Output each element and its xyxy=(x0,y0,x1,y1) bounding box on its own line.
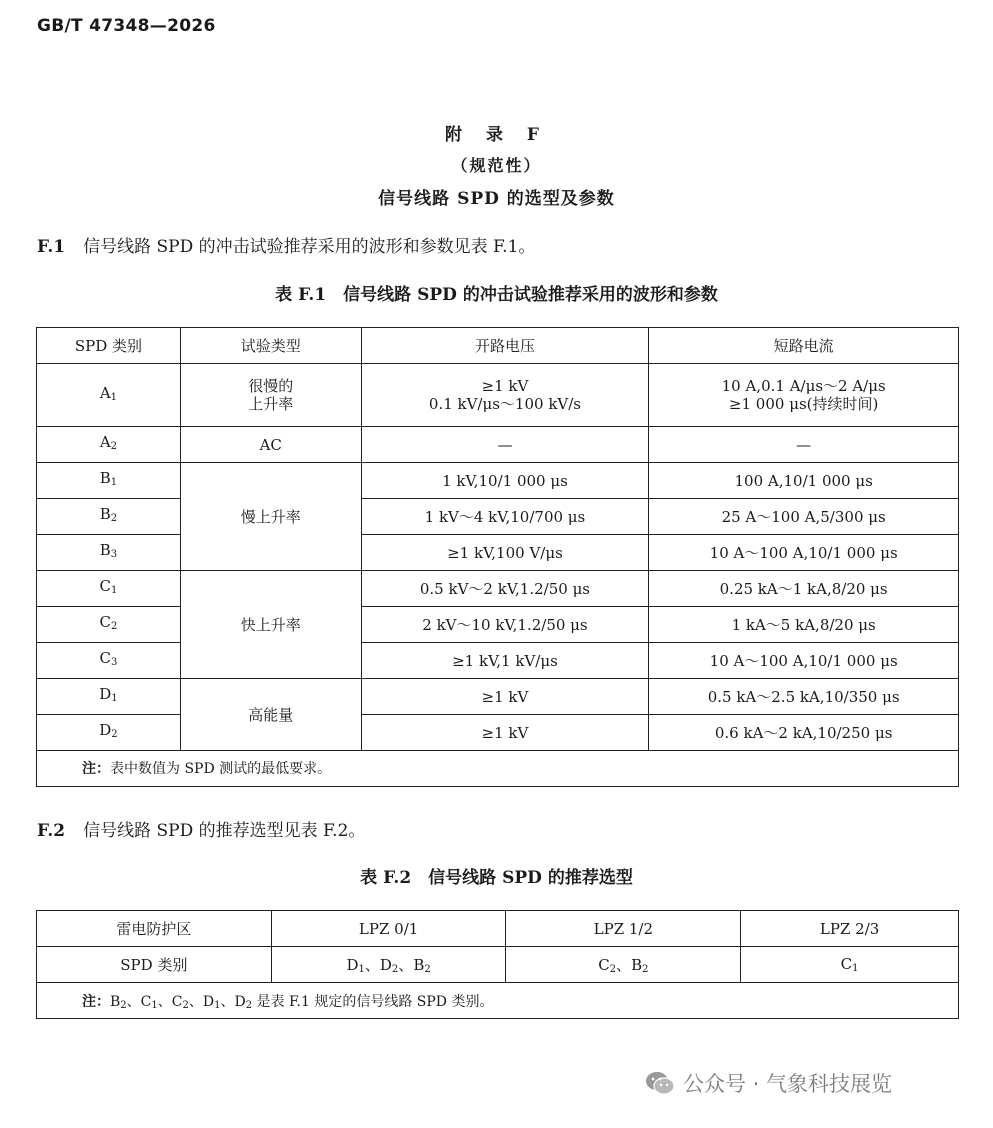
open-voltage-cell xyxy=(361,499,649,535)
current-text: 25 A～100 A,5/300 μs xyxy=(721,507,886,526)
separator: 、 xyxy=(398,956,414,974)
category-subscript: 2 xyxy=(110,441,118,452)
test-type-cell xyxy=(180,427,361,463)
table-note xyxy=(37,751,959,787)
appendix-subject: 信号线路 SPD 的选型及参数 xyxy=(378,189,615,209)
open-voltage-cell xyxy=(361,427,649,463)
column-header: 开路电压 xyxy=(361,328,649,364)
watermark-text: 公众号 · 气象科技展览 xyxy=(683,1072,893,1096)
table-row xyxy=(37,715,959,751)
short-current-cell xyxy=(649,364,959,427)
table-header-row xyxy=(37,328,959,364)
table2-caption: 表 F.2 信号线路 SPD 的推荐选型 xyxy=(360,868,633,888)
separator: 、 xyxy=(126,993,141,1010)
short-current-cell xyxy=(649,571,959,607)
column-header: SPD 类别 xyxy=(37,328,181,364)
category-subscript: 1 xyxy=(110,585,118,596)
open-voltage-cell xyxy=(361,571,649,607)
category-subscript: 2 xyxy=(424,964,431,975)
category-label xyxy=(99,577,117,595)
table-note-row xyxy=(37,751,959,787)
category-label xyxy=(413,956,430,974)
category-label xyxy=(100,469,117,487)
category-label xyxy=(234,994,252,1010)
test-type-text: 慢上升率 xyxy=(240,507,301,526)
table-note xyxy=(37,983,959,1019)
open-voltage-cell xyxy=(361,643,649,679)
category-letter: C xyxy=(598,956,610,974)
column-header: 短路电流 xyxy=(649,328,959,364)
test-type-cell xyxy=(180,571,361,679)
table-f1 xyxy=(36,327,959,787)
voltage-text: ≥1 kV,100 V/μs xyxy=(447,543,563,562)
voltage-text: ≥1 kV xyxy=(481,723,529,742)
category-letter: D xyxy=(379,956,392,974)
category-subscript: 2 xyxy=(391,964,399,975)
category-letter: B xyxy=(99,469,111,487)
voltage-text: 0.1 kV/μs～100 kV/s xyxy=(428,395,582,413)
category-label xyxy=(631,956,648,974)
short-current-cell xyxy=(649,643,959,679)
category-subscript: 3 xyxy=(110,657,118,668)
watermark xyxy=(645,1068,892,1098)
test-type-cell xyxy=(180,463,361,571)
column-header: 试验类型 xyxy=(180,328,361,364)
category-label xyxy=(141,994,158,1010)
voltage-text: 0.5 kV～2 kV,1.2/50 μs xyxy=(419,579,591,598)
separator: 、 xyxy=(188,993,203,1010)
note-text: 是表 F.1 规定的信号线路 SPD 类别。 xyxy=(252,993,494,1010)
current-text: 10 A,0.1 A/μs～2 A/μs xyxy=(721,377,886,395)
open-voltage-cell xyxy=(361,715,649,751)
table1-caption: 表 F.1 信号线路 SPD 的冲击试验推荐采用的波形和参数 xyxy=(275,285,718,305)
table-row xyxy=(37,947,959,983)
test-type-text: 很慢的 xyxy=(248,377,294,395)
current-text: 1 kA～5 kA,8/20 μs xyxy=(731,615,876,634)
table-row xyxy=(37,499,959,535)
short-current-cell xyxy=(649,607,959,643)
spd-category-list xyxy=(271,947,506,983)
category-subscript: 2 xyxy=(182,999,189,1011)
wechat-icon xyxy=(645,1070,675,1096)
category-label xyxy=(380,956,398,974)
open-voltage-cell xyxy=(361,679,649,715)
separator: 、 xyxy=(157,993,172,1010)
table-note-row xyxy=(37,983,959,1019)
section-f1 xyxy=(37,232,535,257)
category-subscript: 1 xyxy=(110,477,118,488)
category-subscript: 1 xyxy=(151,999,158,1011)
appendix-title: 附 录 F xyxy=(445,125,548,145)
category-subscript: 1 xyxy=(214,999,221,1011)
table-row xyxy=(37,463,959,499)
appendix-nature: （规范性） xyxy=(451,156,542,175)
section-text: 信号线路 SPD 的推荐选型见表 F.2。 xyxy=(83,821,366,841)
category-label xyxy=(172,994,189,1010)
category-label xyxy=(203,994,221,1010)
table-row xyxy=(37,535,959,571)
note-label: 注： xyxy=(82,993,110,1010)
short-current-cell xyxy=(649,463,959,499)
column-header: 雷电防护区 xyxy=(37,911,272,947)
category-letter: B xyxy=(99,541,111,559)
category-label xyxy=(346,956,364,974)
test-type-text: 上升率 xyxy=(248,395,294,413)
section-text: 信号线路 SPD 的冲击试验推荐采用的波形和参数见表 F.1。 xyxy=(83,237,536,257)
current-text: — xyxy=(796,435,812,454)
category-letter: B xyxy=(99,505,111,523)
short-current-cell xyxy=(649,715,959,751)
short-current-cell xyxy=(649,679,959,715)
voltage-text: 1 kV,10/1 000 μs xyxy=(442,471,568,490)
category-label xyxy=(99,685,117,703)
category-subscript: 2 xyxy=(609,964,617,975)
test-type-cell xyxy=(180,679,361,751)
spd-category-cell xyxy=(37,364,181,427)
test-type-text: 高能量 xyxy=(248,705,294,724)
category-subscript: 1 xyxy=(111,693,118,704)
category-letter: A xyxy=(99,433,111,451)
voltage-text: 2 kV～10 kV,1.2/50 μs xyxy=(422,615,588,634)
test-type-cell xyxy=(180,364,361,427)
category-letter: C xyxy=(99,613,111,631)
table-f2 xyxy=(36,910,959,1019)
category-label xyxy=(100,505,117,523)
separator: 、 xyxy=(364,956,380,974)
current-text: 10 A～100 A,10/1 000 μs xyxy=(709,543,898,562)
category-letter: D xyxy=(99,685,112,703)
category-subscript: 2 xyxy=(110,621,118,632)
section-number: F.2 xyxy=(37,821,66,841)
current-text: 0.25 kA～1 kA,8/20 μs xyxy=(719,579,888,598)
category-label xyxy=(100,541,117,559)
category-subscript: 2 xyxy=(120,999,127,1011)
category-letter: B xyxy=(110,993,121,1010)
category-label xyxy=(598,956,616,974)
category-letter: D xyxy=(99,721,112,739)
spd-category-cell xyxy=(37,427,181,463)
open-voltage-cell xyxy=(361,535,649,571)
current-text: 100 A,10/1 000 μs xyxy=(734,471,873,490)
voltage-text: ≥1 kV xyxy=(481,687,529,706)
spd-category-list xyxy=(741,947,959,983)
table-row xyxy=(37,679,959,715)
table-row xyxy=(37,427,959,463)
table-row xyxy=(37,643,959,679)
spd-category-cell xyxy=(37,607,181,643)
category-subscript: 2 xyxy=(245,999,253,1011)
spd-category-cell xyxy=(37,499,181,535)
category-label xyxy=(110,994,127,1010)
spd-category-cell xyxy=(37,571,181,607)
category-letter: D xyxy=(202,993,215,1010)
column-header: LPZ 0/1 xyxy=(271,911,506,947)
category-letter: B xyxy=(631,956,643,974)
category-subscript: 2 xyxy=(642,964,649,975)
voltage-text: 1 kV～4 kV,10/700 μs xyxy=(424,507,586,526)
test-type-text: 快上升率 xyxy=(240,615,301,634)
spd-category-cell xyxy=(37,535,181,571)
category-subscript: 1 xyxy=(358,964,365,975)
category-label xyxy=(841,955,859,973)
category-letter: C xyxy=(99,577,111,595)
category-letter: D xyxy=(234,993,246,1010)
spd-category-list xyxy=(506,947,741,983)
category-subscript: 2 xyxy=(111,729,118,740)
row-label: SPD 类别 xyxy=(37,947,272,983)
test-type-text: AC xyxy=(259,435,282,454)
section-f2 xyxy=(37,816,365,841)
short-current-cell xyxy=(649,427,959,463)
spd-category-cell xyxy=(37,463,181,499)
separator: 、 xyxy=(616,956,632,974)
category-letter: B xyxy=(413,956,425,974)
category-letter: A xyxy=(99,383,111,402)
category-label xyxy=(100,433,117,451)
table-row xyxy=(37,364,959,427)
column-header: LPZ 1/2 xyxy=(506,911,741,947)
section-number: F.1 xyxy=(37,237,66,257)
category-letter: C xyxy=(171,993,183,1010)
spd-category-cell xyxy=(37,715,181,751)
voltage-text: ≥1 kV,1 kV/μs xyxy=(452,651,558,670)
current-text: ≥1 000 μs(持续时间) xyxy=(728,395,879,413)
category-letter: C xyxy=(840,955,853,973)
category-letter: C xyxy=(99,649,111,667)
table-row xyxy=(37,607,959,643)
separator: 、 xyxy=(220,993,235,1010)
open-voltage-cell xyxy=(361,607,649,643)
voltage-text: — xyxy=(497,435,513,454)
spd-category-cell xyxy=(37,679,181,715)
standard-number: GB/T 47348—2026 xyxy=(37,16,216,36)
short-current-cell xyxy=(649,535,959,571)
note-label: 注： xyxy=(82,760,110,777)
short-current-cell xyxy=(649,499,959,535)
category-subscript: 1 xyxy=(852,963,859,974)
category-label xyxy=(100,384,117,402)
open-voltage-cell xyxy=(361,364,649,427)
table-row xyxy=(37,571,959,607)
current-text: 0.5 kA～2.5 kA,10/350 μs xyxy=(707,687,900,706)
voltage-text: ≥1 kV xyxy=(481,377,529,395)
note-text: 表中数值为 SPD 测试的最低要求。 xyxy=(110,760,332,777)
category-label xyxy=(99,613,117,631)
category-subscript: 3 xyxy=(110,549,118,560)
category-label xyxy=(99,649,117,667)
category-label xyxy=(99,721,117,739)
spd-category-cell xyxy=(37,643,181,679)
category-letter: C xyxy=(140,993,152,1010)
category-letter: D xyxy=(346,956,359,974)
table-header-row xyxy=(37,911,959,947)
open-voltage-cell xyxy=(361,463,649,499)
column-header: LPZ 2/3 xyxy=(741,911,959,947)
category-subscript: 1 xyxy=(110,391,118,403)
current-text: 0.6 kA～2 kA,10/250 μs xyxy=(714,723,893,742)
category-subscript: 2 xyxy=(110,513,118,524)
current-text: 10 A～100 A,10/1 000 μs xyxy=(709,651,898,670)
